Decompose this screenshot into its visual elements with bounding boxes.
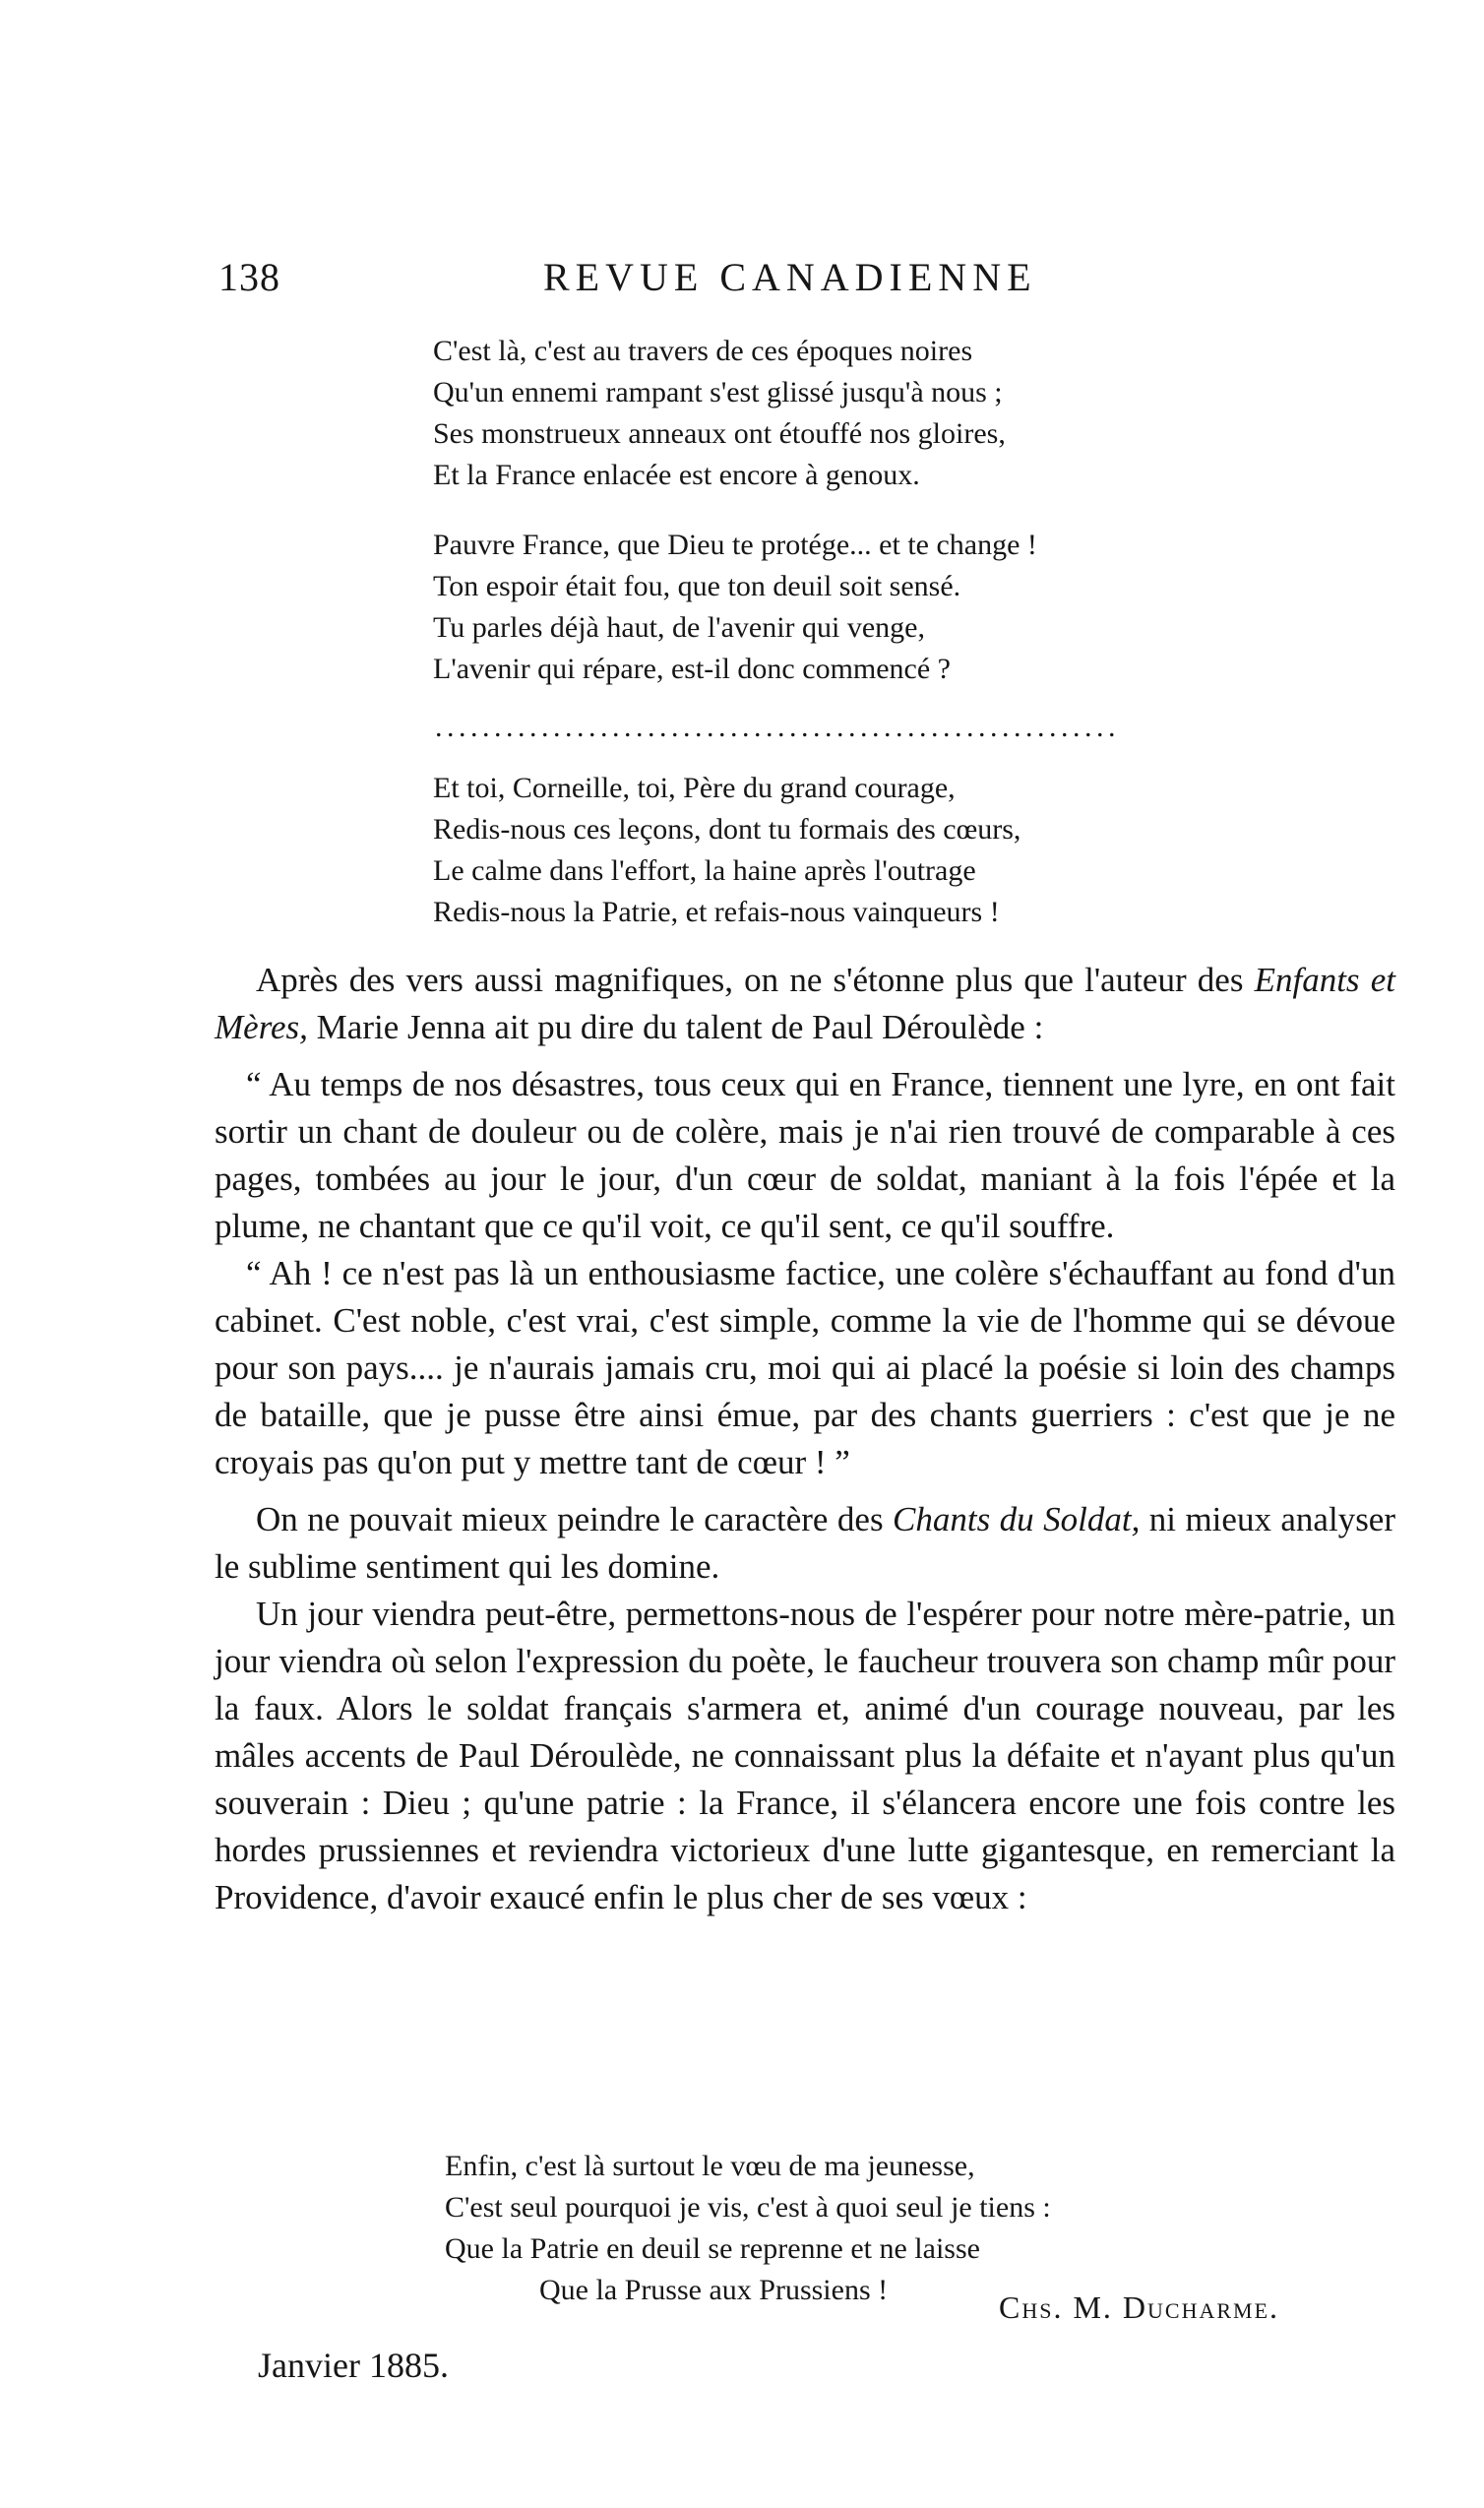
paragraph [215, 957, 1395, 1051]
verse-line: Le calme dans l'effort, la haine après l'outrage [433, 854, 976, 887]
verse-line: Pauvre France, que Dieu te protége... et te change ! [433, 529, 1037, 561]
verse-line: Redis-nous la Patrie, et refais-nous vainqueurs ! [433, 896, 1000, 928]
verse-line: Enfin, c'est là surtout le vœu de ma jeunesse, [445, 2150, 975, 2182]
paragraph-text: On ne pouvait mieux peindre le caractère des [256, 1500, 894, 1538]
book-title: Enfants et Mères, [215, 961, 1395, 1046]
verse-line: Redis-nous ces leçons, dont tu formais des cœurs, [433, 813, 1021, 846]
ellipsis-divider: .......................................................... [435, 711, 1120, 743]
poem-stanza-3 [433, 768, 1220, 933]
quotation-paragraph: “ Au temps de nos désastres, tous ceux qui en France, tiennent une lyre, en ont fait sortir un chant de douleur ou de colère, mais je n'ai rien trouvé de comparable à ces pages, tombées au jour le jour, d'un cœur de soldat, maniant à la fois l'épée et la plume, ne chantant que ce qu'il voit, ce qu'il sent, ce qu'il souffre. [215, 1065, 1395, 1245]
page-header [218, 254, 1350, 303]
poem-stanza-1 [433, 331, 1220, 496]
verse-line: Et toi, Corneille, toi, Père du grand courage, [433, 772, 956, 804]
verse-line: Ses monstrueux anneaux ont étouffé nos gloires, [433, 417, 1006, 450]
paragraph-text: Marie Jenna ait pu dire du talent de Paul Déroulède : [307, 1008, 1044, 1046]
paragraph-text: ni mieux analyser le sublime sentiment qui les domine. [215, 1500, 1396, 1586]
verse-line: L'avenir qui répare, est-il donc commencé ? [433, 653, 951, 685]
verse-line: Tu parles déjà haut, de l'avenir qui venge, [433, 611, 925, 644]
poem-stanza-2 [433, 525, 1220, 690]
verse-line: Qu'un ennemi rampant s'est glissé jusqu'à nous ; [433, 376, 1003, 408]
verse-line: Que la Patrie en deuil se reprenne et ne laisse [445, 2232, 980, 2265]
dateline: Janvier 1885. [258, 2346, 449, 2385]
verse-line: Que la Prusse aux Prussiens ! [539, 2274, 889, 2306]
paragraph-text: Après des vers aussi magnifiques, on ne s'étonne plus que l'auteur des [256, 961, 1255, 999]
verse-line: C'est seul pourquoi je vis, c'est à quoi seul je tiens : [445, 2191, 1051, 2224]
verse-line: Et la France enlacée est encore à genoux. [433, 459, 920, 491]
closing-verse [445, 2146, 1051, 2311]
paragraph: Un jour viendra peut-être, permettons-nous de l'espérer pour notre mère-patrie, un jour viendra où selon l'expression du poète, le faucheur trouvera son champ mûr pour la faux. Alors le soldat français s'armera et, animé d'un courage nouveau, par les mâles accents de Paul Déroulède, ne connaissant plus la défaite et n'ayant plus qu'un souverain : Dieu ; qu'une patrie : la France, il s'élancera encore une fois contre les hordes prussiennes et reviendra victorieux d'une lutte gigantesque, en remerciant la Providence, d'avoir exaucé enfin le plus cher de ses vœux : [215, 1595, 1395, 1916]
verse-line: Ton espoir était fou, que ton deuil soit sensé. [433, 570, 961, 602]
verse-line: C'est là, c'est au travers de ces époques noires [433, 335, 973, 367]
quotation-paragraph: “ Ah ! ce n'est pas là un enthousiasme factice, une colère s'échauffant au fond d'un cabinet. C'est noble, c'est vrai, c'est simple, comme la vie de l'homme qui se dévoue pour son pays.... je n'aurais jamais cru, moi qui ai placé la poésie si loin des champs de bataille, que je pusse être ainsi émue, par des chants guerriers : c'est que je ne croyais pas qu'on put y mettre tant de cœur ! ” [215, 1254, 1395, 1481]
running-title: REVUE CANADIENNE [543, 255, 1037, 299]
body-text [215, 957, 1395, 1921]
author-signature: Chs. M. Ducharme. [999, 2289, 1280, 2325]
book-title: Chants du Soldat, [893, 1500, 1141, 1538]
page-number: 138 [218, 255, 280, 299]
paragraph [215, 1496, 1395, 1591]
